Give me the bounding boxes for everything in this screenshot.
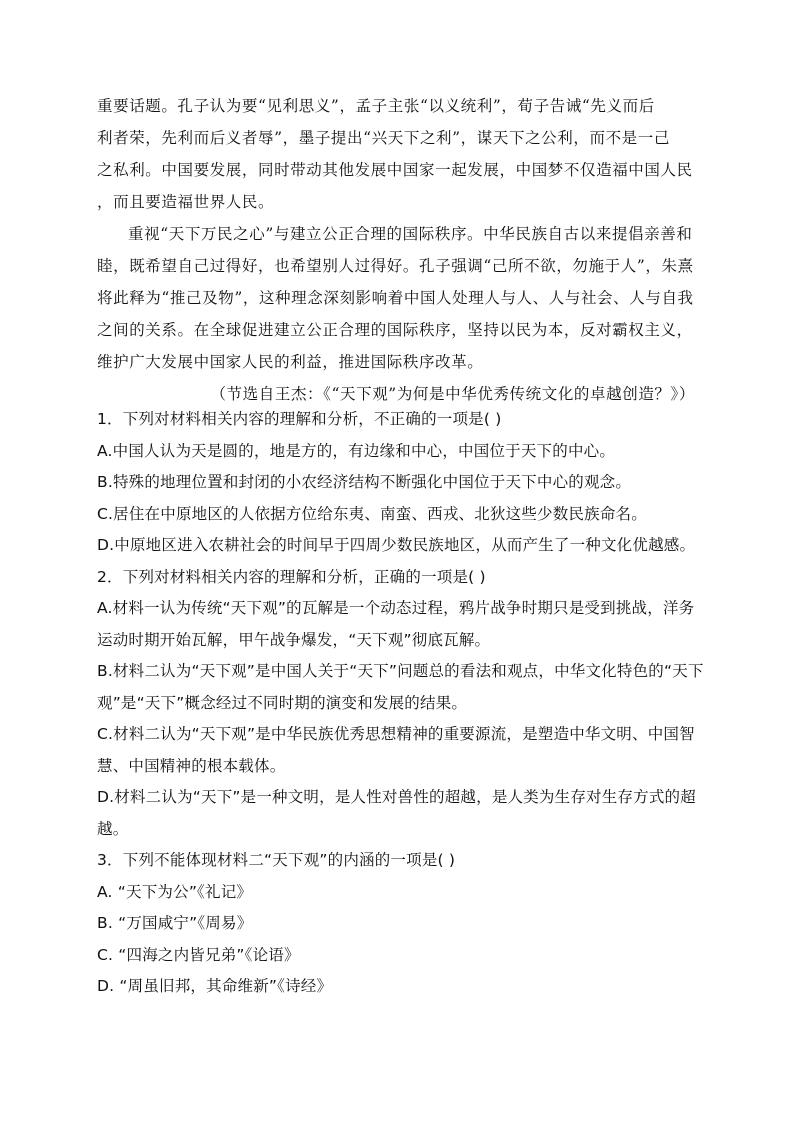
question-1 <box>97 404 707 562</box>
option-a[interactable]: A.中国人认为天是圆的，地是方的，有边缘和中心，中国位于天下的中心。 <box>97 441 616 460</box>
option-b[interactable]: B.特殊的地理位置和封闭的小农经济结构不断强化中国位于天下中心的观念。 <box>97 473 632 491</box>
option-b[interactable]: B.材料二认为“天下观”是中国人关于“天下”问题总的看法和观点，中华文化特色的“天下观”是“天下”概念经过不同时期的演变和发展的结果。 <box>97 662 704 712</box>
reading-passage <box>97 90 701 410</box>
option-b[interactable]: B. “万国咸宁”《周易》 <box>97 914 253 932</box>
option-c[interactable]: C.居住在中原地区的人依据方位给东夷、南蛮、西戎、北狄这些少数民族命名。 <box>97 504 647 523</box>
passage-line: 之私利。中国要发展，同时带动其他发展中国家一起发展，中国梦不仅造福中国人民 <box>97 161 693 179</box>
option-c[interactable]: C.材料二认为“天下观”是中华民族优秀思想精神的重要源流，是塑造中华文明、中国智慧、中国精神的根本载体。 <box>97 725 695 775</box>
question-3 <box>97 845 707 1003</box>
question-stem: 3．下列不能体现材料二“天下观”的内涵的一项是( ) <box>97 851 456 869</box>
question-stem: 1．下列对材料相关内容的理解和分析，不正确的一项是( ) <box>97 410 502 428</box>
question-stem: 2．下列对材料相关内容的理解和分析，正确的一项是( ) <box>97 567 486 586</box>
question-2 <box>97 562 707 846</box>
question-list <box>97 404 707 1003</box>
passage-source: （节选自王杰：《“天下观”为何是中华优秀传统文化的卓越创造？》） <box>210 385 695 403</box>
passage-line: 重要话题。孔子认为要“见利思义”，孟子主张“以义统利”，荀子告诫“先义而后 <box>97 97 655 115</box>
option-d[interactable]: D. “周虽旧邦，其命维新”《诗经》 <box>97 977 333 995</box>
passage-line: 利者荣，先利而后义者辱”，墨子提出“兴天下之利”，谋天下之公利，而不是一己 <box>97 129 670 147</box>
option-a[interactable]: A.材料一认为传统“天下观”的瓦解是一个动态过程，鸦片战争时期只是受到挑战，洋务运动时期开始瓦解，甲午战争爆发，“天下观”彻底瓦解。 <box>97 599 695 649</box>
option-c[interactable]: C. “四海之内皆兄弟”《论语》 <box>97 945 300 964</box>
option-d[interactable]: D.中原地区进入农耕社会的时间早于四周少数民族地区，从而产生了一种文化优越感。 <box>97 536 696 554</box>
option-d[interactable]: D.材料二认为“天下”是一种文明，是人性对兽性的超越，是人类为生存对生存方式的超越。 <box>97 788 696 838</box>
option-a[interactable]: A. “天下为公”《礼记》 <box>97 882 253 901</box>
passage-paragraph: 重视“天下万民之心”与建立公正合理的国际秩序。中华民族自古以来提倡亲善和睦，既希望自己过得好，也希望别人过得好。孔子强调“己所不欲，勿施于人”，朱熹将此释为“推己及物”，这种理念深刻影响着中国人处理人与人、人与社会、人与自我之间的关系。在全球促进建立公正合理的国际秩序，坚持以民为本，反对霸权主义，维护广大发展中国家人民的利益，推进国际秩序改革。 <box>97 225 694 371</box>
passage-line: ，而且要造福世界人民。 <box>97 193 275 211</box>
